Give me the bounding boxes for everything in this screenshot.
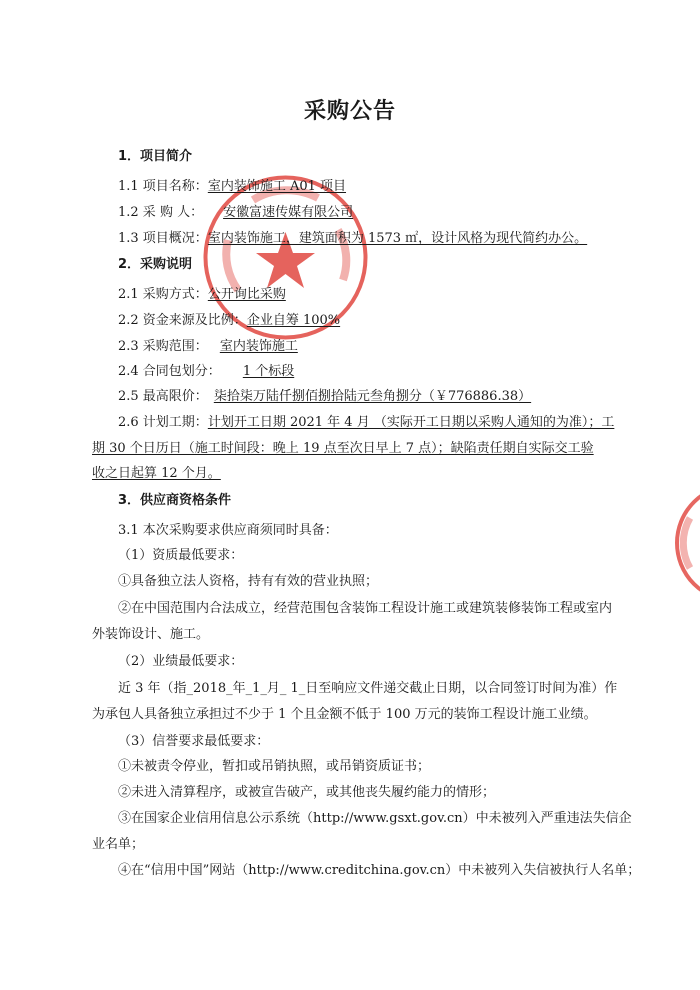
item-2-6-label: 2.6 计划工期：: [118, 415, 208, 430]
requirement-3-d: ④在“信用中国”网站（http://www.creditchina.gov.cn）中未被列入失信被执行人名单；: [118, 863, 641, 878]
item-1-1-value: 室内装饰施工 A01 项目: [207, 179, 347, 194]
item-2-4-label: 2.4 合同包划分：: [118, 364, 221, 379]
requirement-2-heading: （2）业绩最低要求：: [118, 654, 244, 669]
item-3-1: 3.1 本次采购要求供应商须同时具备：: [118, 523, 338, 538]
requirement-3-b: ②未进入清算程序，或被宣告破产，或其他丧失履约能力的情形；: [118, 785, 496, 800]
item-2-6-line-1: [118, 414, 614, 432]
section-1-heading: 1．项目简介: [118, 149, 193, 164]
requirement-3-a: ①未被责令停业，暂扣或吊销执照，或吊销资质证书；: [118, 759, 431, 774]
item-2-2: [118, 312, 340, 330]
requirement-1-b-line-2: 外装饰设计、施工。: [92, 627, 210, 642]
item-1-1-label: 1.1 项目名称：: [118, 179, 208, 194]
requirement-3-heading: （3）信誉要求最低要求：: [118, 734, 270, 749]
item-2-6-line-2: 期 30 个日历日（施工时间段：晚上 19 点至次日早上 7 点）；缺陷责任期自实际交工验: [92, 441, 594, 456]
item-2-4-value: 1 个标段: [242, 364, 295, 379]
section-3-heading: 3．供应商资格条件: [118, 493, 232, 508]
requirement-1-heading: （1）资质最低要求：: [118, 548, 244, 563]
item-2-3-value: 室内装饰施工: [219, 339, 298, 354]
item-2-1: [118, 286, 286, 304]
requirement-3-c-line-1: ③在国家企业信用信息公示系统（http://www.gsxt.gov.cn）中未被列入严重违法失信企: [118, 811, 632, 826]
section-2-heading: 2．采购说明: [118, 257, 193, 272]
item-2-5: [118, 388, 549, 406]
requirement-2-a-line-2: 为承包人具备独立承担过不少于 1 个且金额不低于 100 万元的装饰工程设计施工业绩。: [92, 707, 597, 722]
item-1-2-value: 安徽富速传媒有限公司: [223, 205, 354, 220]
item-2-4: [118, 363, 324, 381]
item-2-6-line-3: 收之日起算 12 个月。: [92, 466, 221, 481]
page-title: 采购公告: [303, 99, 396, 124]
item-2-3-label: 2.3 采购范围：: [118, 339, 208, 354]
item-2-5-label: 2.5 最高限价：: [118, 389, 208, 404]
partial-seal-stamp: [670, 478, 700, 608]
requirement-1-b-line-1: ②在中国范围内合法成立，经营范围包含装饰工程设计施工或建筑装修装饰工程或室内: [118, 601, 613, 616]
item-2-5-value: 柒拾柒万陆仟捌佰捌拾陆元叁角捌分（￥776886.38）: [213, 389, 532, 404]
item-2-1-value: 公开询比采购: [207, 287, 286, 302]
item-1-3: [118, 230, 587, 248]
item-1-2: [118, 204, 377, 222]
item-1-1: [118, 178, 346, 196]
item-2-2-value: 企业自筹 100%: [246, 313, 341, 328]
item-2-6-value-1: 计划开工日期 2021 年 4 月 （实际开工日期以采购人通知的为准）；工: [207, 415, 615, 430]
item-2-2-label: 2.2 资金来源及比例：: [118, 313, 247, 328]
item-1-3-label: 1.3 项目概况：: [118, 231, 208, 246]
requirement-2-a-line-1: 近 3 年（指_2018_年_1_月_ 1_日至响应文件递交截止日期，以合同签订时间为准）作: [118, 681, 618, 696]
requirement-1-a: ①具备独立法人资格，持有有效的营业执照；: [118, 574, 379, 589]
item-1-3-value: 室内装饰施工，建筑面积为 1573 ㎡，设计风格为现代简约办公。: [207, 231, 588, 246]
requirement-3-c-line-2: 业名单；: [92, 837, 145, 852]
item-2-3: [118, 338, 322, 356]
item-1-2-label: 1.2 采 购 人：: [118, 205, 204, 220]
item-2-1-label: 2.1 采购方式：: [118, 287, 208, 302]
